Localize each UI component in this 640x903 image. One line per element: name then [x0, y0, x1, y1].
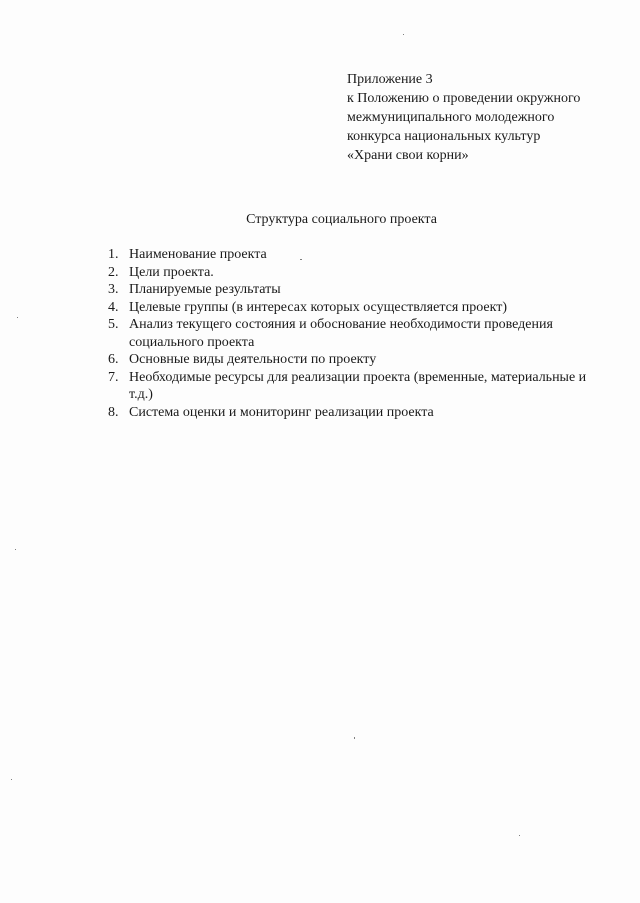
document-title: Структура социального проекта [246, 212, 437, 227]
list-item-text: Основные виды деятельности по проекту [129, 352, 377, 367]
scan-speck [300, 259, 302, 260]
list-item-number: 1. [108, 247, 119, 262]
appendix-contest-name: «Храни свои корни» [347, 148, 469, 163]
list-item [108, 246, 608, 264]
list-item-number: 7. [108, 369, 119, 385]
list-item [108, 351, 608, 369]
list-item [108, 299, 608, 317]
list-item-text: Наименование проекта [129, 247, 267, 262]
appendix-header [347, 70, 580, 165]
appendix-reference: конкурса национальных культур [347, 129, 541, 144]
list-item-number: 8. [108, 404, 119, 420]
list-item-text: Система оценки и мониторинг реализации проекта [129, 404, 434, 420]
list-item-number: 2. [108, 264, 119, 280]
appendix-reference: межмуниципального молодежного [347, 110, 555, 125]
list-item-text: Планируемые результаты [129, 282, 281, 297]
scan-speck [519, 835, 520, 836]
list-item-text: Анализ текущего состояния и обоснование необходимости проведения социального проекта [129, 317, 553, 350]
scan-speck [403, 34, 404, 35]
scan-speck [11, 779, 12, 780]
list-item-number: 5. [108, 317, 119, 332]
list-item-number: 3. [108, 282, 119, 297]
scan-speck [354, 737, 355, 739]
list-item [108, 316, 608, 351]
list-item [108, 281, 608, 299]
list-item-text: Необходимые ресурсы для реализации проекта (временные, материальные и т.д.) [129, 369, 587, 402]
appendix-reference: к Положению о проведении окружного [347, 91, 581, 106]
scan-speck [17, 317, 18, 318]
list-item [108, 264, 608, 282]
appendix-number: Приложение 3 [347, 72, 433, 87]
list-item-number: 6. [108, 352, 119, 367]
list-item-text: Цели проекта. [129, 264, 214, 280]
structure-list [108, 246, 608, 421]
scan-speck [15, 549, 16, 550]
list-item-text: Целевые группы (в интересах которых осуществляется проект) [129, 299, 508, 315]
list-item [108, 369, 608, 404]
list-item-number: 4. [108, 299, 119, 315]
list-item [108, 404, 608, 422]
